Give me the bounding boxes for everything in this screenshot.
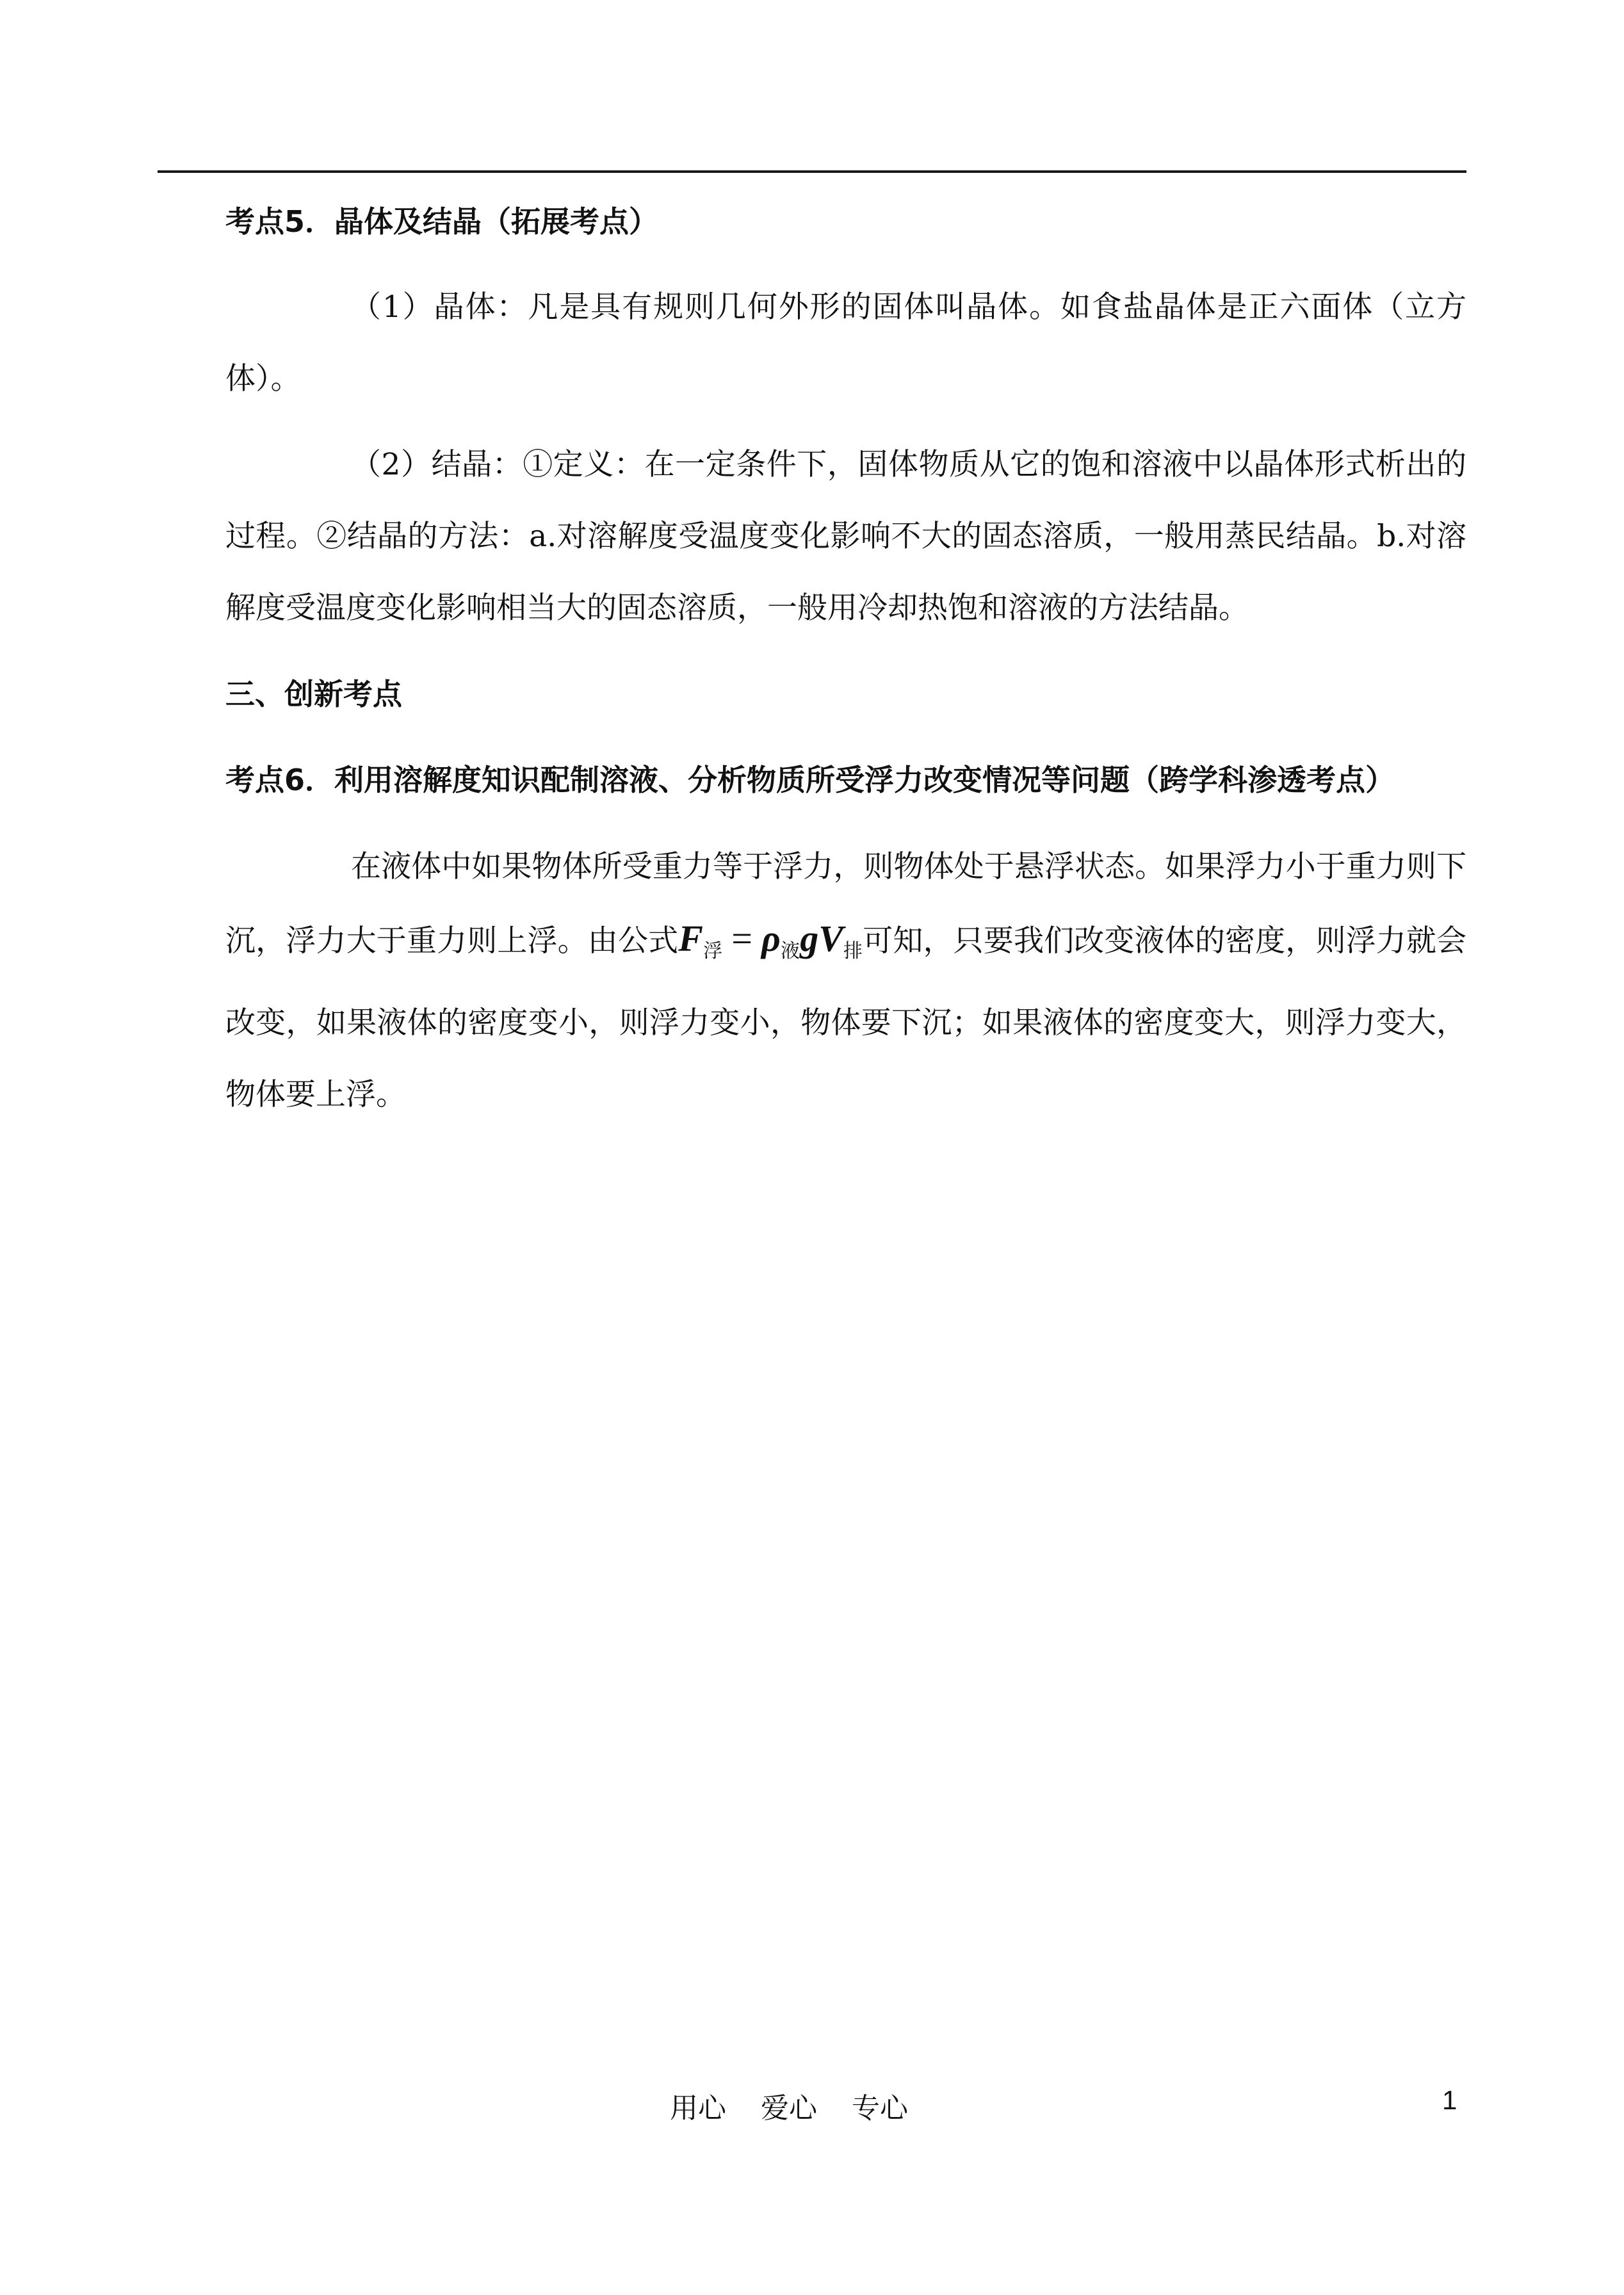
- crystal-definition-paragraph: （1）晶体：凡是具有规则几何外形的固体叫晶体。如食盐晶体是正六面体（立方体）。: [225, 289, 1466, 396]
- formula-F: F: [678, 918, 703, 959]
- buoyancy-text-before: 在液体中如果物体所受重力等于浮力，则物体处于悬浮状态。如果浮力小于重力则下沉，浮力大于重力则上浮。由公式: [225, 849, 1466, 959]
- document-body: [225, 186, 1466, 1131]
- formula-V-subscript: 排: [843, 940, 863, 962]
- formula-F-subscript: 浮: [702, 940, 723, 962]
- buoyancy-formula: [678, 918, 863, 962]
- header-rule: [158, 170, 1466, 173]
- section3-heading: 三、创新考点: [225, 677, 402, 711]
- footer-motto: 用心 爱心 专心: [670, 2092, 908, 2125]
- formula-rho: ρ: [761, 918, 781, 959]
- buoyancy-text-after: 可知，只要我们改变液体的密度，则浮力就会改变，如果液体的密度变小，则浮力变小，物体要下沉；如果液体的密度变大，则浮力变大，物体要上浮。: [225, 923, 1467, 1112]
- crystallization-paragraph: （2）结晶：①定义：在一定条件下，固体物质从它的饱和溶液中以晶体形式析出的过程。②结晶的方法：a.对溶解度受温度变化影响不大的固态溶质，一般用蒸民结晶。b.对溶解度受温度变化影响相当大的固态溶质，一般用冷却热饱和溶液的方法结晶。: [225, 447, 1466, 626]
- formula-equals: =: [731, 918, 752, 959]
- formula-g: g: [800, 918, 819, 959]
- page-number: 1: [1442, 2085, 1458, 2115]
- kaodian6-heading: 考点6．利用溶解度知识配制溶液、分析物质所受浮力改变情况等问题（跨学科渗透考点）: [225, 763, 1395, 797]
- buoyancy-paragraph: [225, 831, 1466, 1131]
- formula-rho-subscript: 液: [780, 940, 800, 962]
- formula-V: V: [818, 918, 843, 959]
- kaodian5-heading: 考点5．晶体及结晶（拓展考点）: [225, 204, 659, 239]
